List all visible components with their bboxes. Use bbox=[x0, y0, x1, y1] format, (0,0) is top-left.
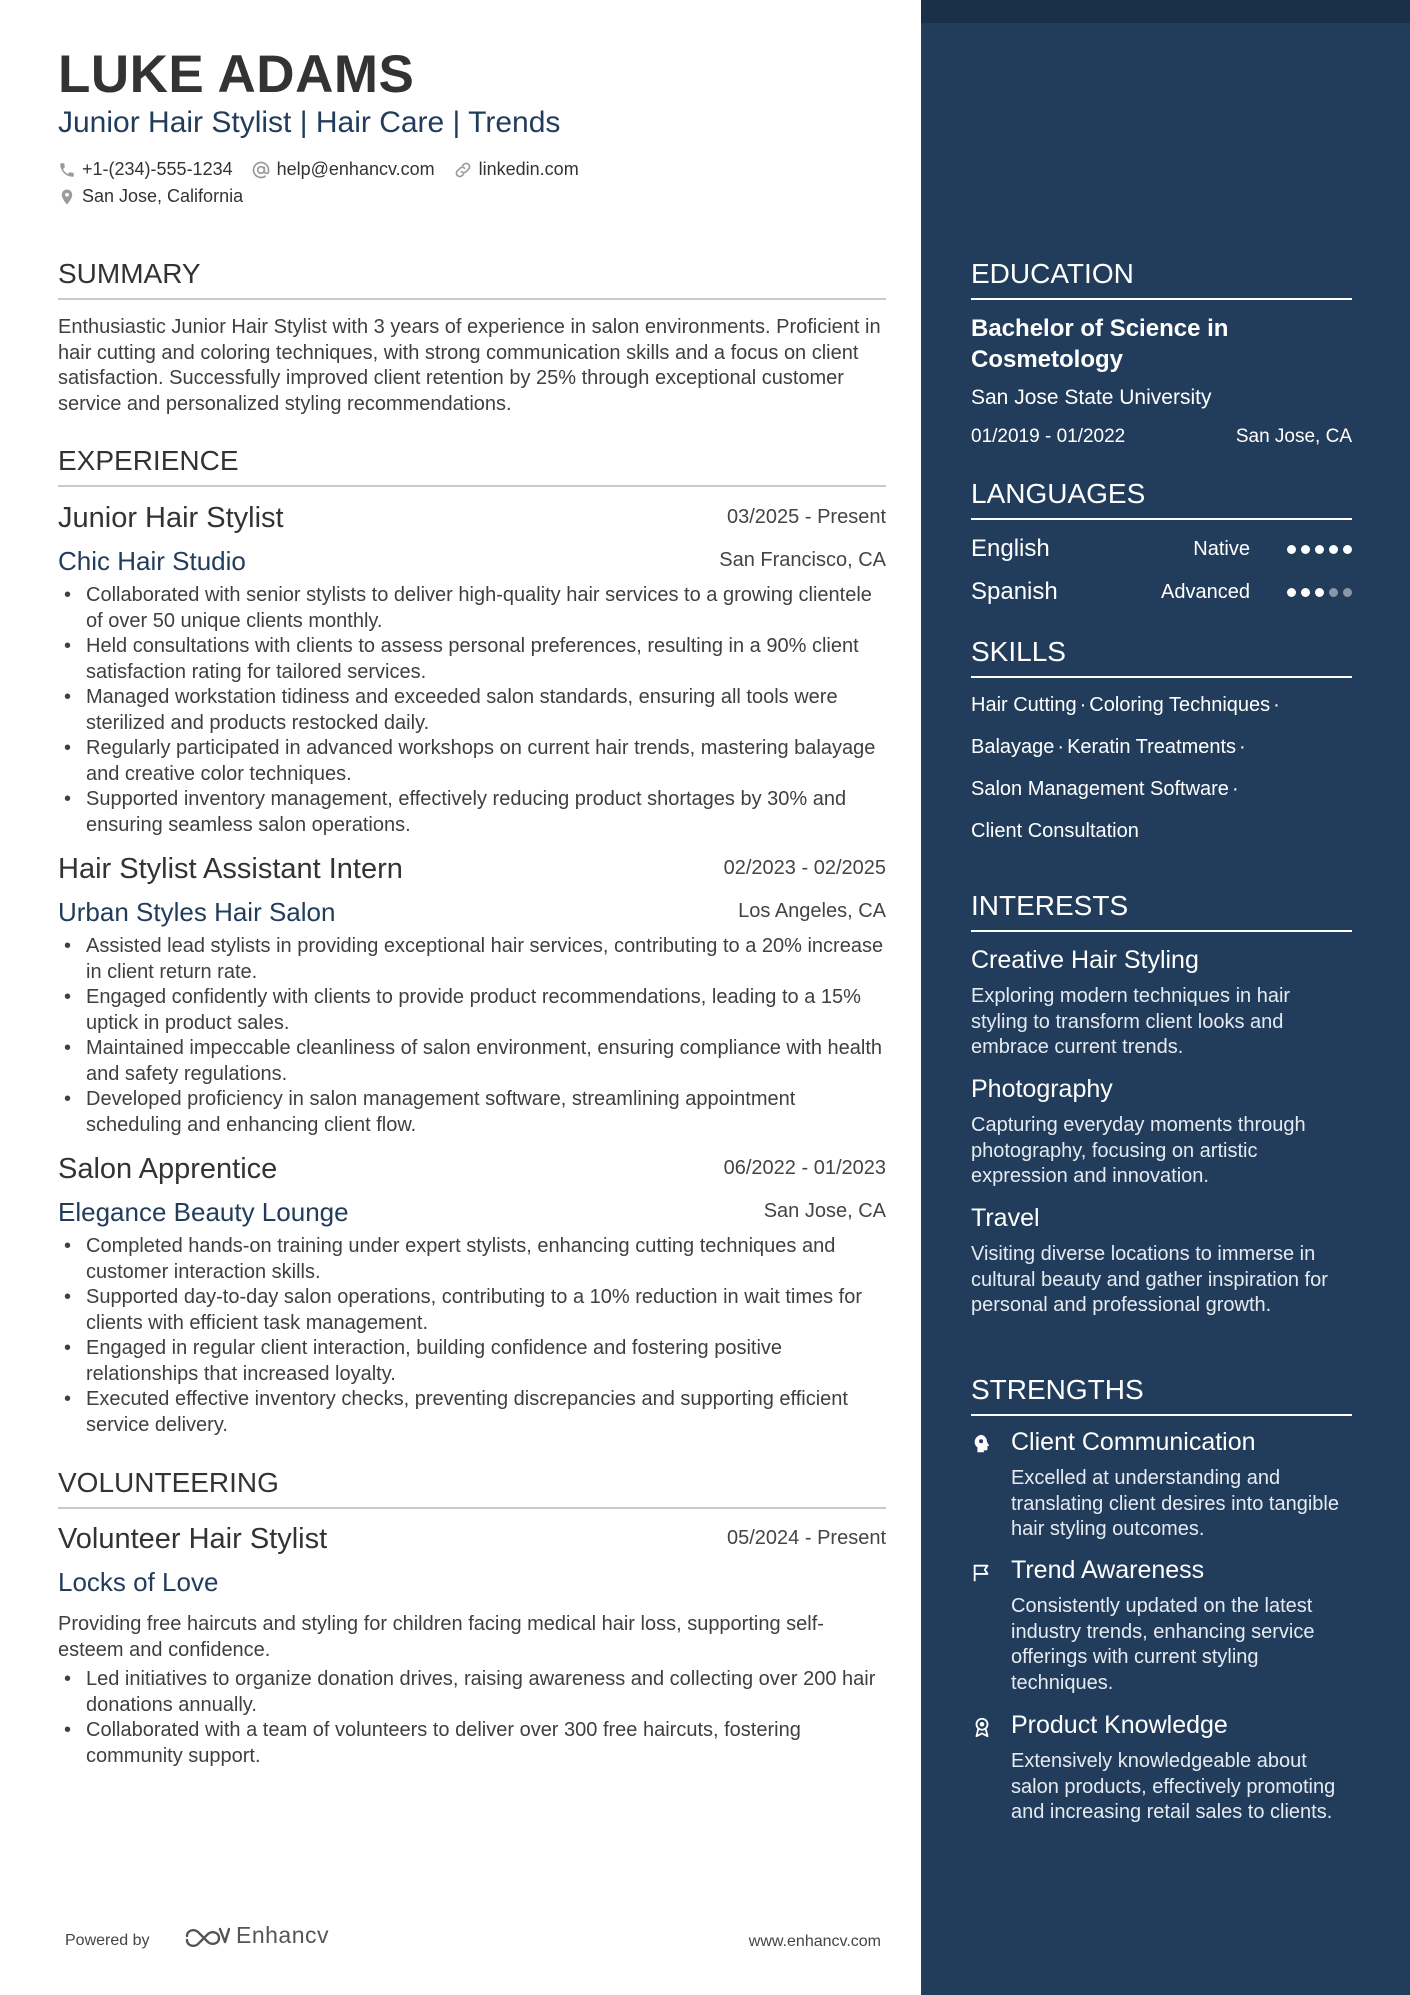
link-icon bbox=[453, 160, 473, 180]
linkedin-text: linkedin.com bbox=[478, 159, 579, 179]
job-role: Hair Stylist Assistant Intern bbox=[58, 853, 403, 885]
rating-dot-filled bbox=[1315, 545, 1324, 554]
skill-tag: Keratin Treatments bbox=[1067, 736, 1237, 758]
list-item: • Assisted lead stylists in providing exceptional hair services, contributing to a 20% increase in client return rate. bbox=[58, 934, 890, 985]
interest-title: Travel bbox=[971, 1204, 1040, 1232]
rating-dot-empty bbox=[1343, 588, 1352, 597]
enhancv-logo[interactable] bbox=[184, 1922, 329, 1949]
interest-description: Capturing everyday moments through photography, focusing on artistic expression and innovation. bbox=[971, 1114, 1306, 1187]
job-company: Urban Styles Hair Salon bbox=[58, 897, 336, 927]
phone-text: +1-(234)-555-1234 bbox=[82, 159, 233, 179]
footer-url[interactable]: www.enhancv.com bbox=[748, 1933, 881, 1950]
location-text: San Jose, California bbox=[82, 186, 244, 206]
list-item: • Engaged in regular client interaction, building confidence and fostering positive relationships that increased loyalty. bbox=[58, 1336, 890, 1387]
volunteer-bullets bbox=[58, 1667, 890, 1769]
list-item: • Supported inventory management, effectively reducing product shortages by 30% and ensuring seamless salon operations. bbox=[58, 787, 890, 838]
list-item: • Led initiatives to organize donation drives, raising awareness and collecting over 200 hair donations annually. bbox=[58, 1667, 890, 1718]
skill-tag: Balayage bbox=[971, 736, 1055, 758]
list-item: • Engaged confidently with clients to provide product recommendations, leading to a 15% uptick in product sales. bbox=[58, 985, 890, 1036]
skills-line: Balayage · Keratin Treatments · bbox=[971, 736, 1246, 758]
sidebar-top-band bbox=[921, 0, 1410, 23]
job-date: 03/2025 - Present bbox=[727, 506, 886, 528]
strength-title: Product Knowledge bbox=[1011, 1711, 1228, 1739]
enhancv-logo-text: Enhancv bbox=[236, 1922, 330, 1948]
language-item bbox=[971, 535, 1352, 563]
language-level: Native bbox=[1193, 537, 1250, 560]
language-level: Advanced bbox=[1161, 580, 1250, 603]
strength-description: Excelled at understanding and translating client desires into tangible hair styling outcomes. bbox=[1011, 1467, 1339, 1540]
education-location: San Jose, CA bbox=[1235, 426, 1352, 447]
at-icon bbox=[251, 160, 271, 180]
list-item: • Regularly participated in advanced workshops on current hair trends, mastering balayage and creative color techniques. bbox=[58, 736, 890, 787]
list-item: • Executed effective inventory checks, preventing discrepancies and supporting efficient service delivery. bbox=[58, 1387, 890, 1438]
email-text: help@enhancv.com bbox=[276, 159, 435, 179]
job-date: 06/2022 - 01/2023 bbox=[723, 1157, 886, 1179]
list-item: • Collaborated with a team of volunteers to deliver over 300 free haircuts, fostering community support. bbox=[58, 1718, 890, 1769]
summary-text: Enthusiastic Junior Hair Stylist with 3 years of experience in salon environments. Proficient in hair cutting and coloring techniques, with strong communication skills and a focus on client satisfaction. Successfully improved client retention by 25% through exceptional customer service and personalized styling recommendations. bbox=[58, 316, 881, 415]
list-item: • Completed hands-on training under expert stylists, enhancing cutting techniques and customer interaction skills. bbox=[58, 1234, 890, 1285]
sidebar bbox=[921, 0, 1410, 1995]
language-rating bbox=[1282, 545, 1352, 554]
education-dates: 01/2019 - 01/2022 bbox=[971, 426, 1126, 447]
strength-description: Extensively knowledgeable about salon products, effectively promoting and increasing retail sales to clients. bbox=[1011, 1750, 1336, 1823]
list-item: • Developed proficiency in salon management software, streamlining appointment scheduling and enhancing client flow. bbox=[58, 1087, 890, 1138]
job-company: Elegance Beauty Lounge bbox=[58, 1197, 349, 1227]
contact-location bbox=[58, 186, 261, 207]
list-item: • Collaborated with senior stylists to deliver high-quality hair services to a growing clientele of over 50 unique clients monthly. bbox=[58, 583, 890, 634]
list-item: • Held consultations with clients to assess personal preferences, resulting in a 90% client satisfaction rating for tailored services. bbox=[58, 634, 890, 685]
job-bullets bbox=[58, 934, 890, 1138]
job-bullets bbox=[58, 583, 890, 838]
strengths-heading: STRENGTHS bbox=[971, 1374, 1352, 1416]
head-icon bbox=[971, 1433, 993, 1455]
language-name: Spanish bbox=[971, 578, 1058, 605]
language-item bbox=[971, 578, 1352, 606]
rating-dot-filled bbox=[1287, 545, 1296, 554]
volunteering-heading: VOLUNTEERING bbox=[58, 1467, 886, 1509]
language-rating bbox=[1282, 588, 1352, 597]
education-meta bbox=[971, 426, 1352, 448]
skills-line: Hair Cutting · Coloring Techniques · bbox=[971, 694, 1280, 716]
award-icon bbox=[971, 1716, 993, 1738]
job-location: San Francisco, CA bbox=[719, 549, 886, 571]
experience-heading: EXPERIENCE bbox=[58, 445, 886, 487]
volunteer-date: 05/2024 - Present bbox=[727, 1527, 886, 1549]
job-role: Junior Hair Stylist bbox=[58, 502, 284, 534]
strength-description: Consistently updated on the latest industry trends, enhancing service offerings with current styling techniques. bbox=[1011, 1595, 1315, 1694]
job-date: 02/2023 - 02/2025 bbox=[723, 857, 886, 879]
rating-dot-filled bbox=[1343, 545, 1352, 554]
summary-heading: SUMMARY bbox=[58, 258, 886, 300]
interest-description: Exploring modern techniques in hair styling to transform client looks and embrace current trends. bbox=[971, 985, 1291, 1058]
flag-icon bbox=[971, 1562, 993, 1584]
strength-title: Trend Awareness bbox=[1011, 1556, 1205, 1584]
languages-heading: LANGUAGES bbox=[971, 478, 1352, 520]
powered-by-label: Powered by bbox=[65, 1932, 150, 1949]
skill-tag: Coloring Techniques bbox=[1089, 694, 1271, 716]
rating-dot-filled bbox=[1315, 588, 1324, 597]
job-bullets bbox=[58, 1234, 890, 1438]
strength-title: Client Communication bbox=[1011, 1428, 1256, 1456]
rating-dot-filled bbox=[1287, 588, 1296, 597]
job-location: Los Angeles, CA bbox=[738, 900, 886, 922]
rating-dot-empty bbox=[1329, 588, 1338, 597]
rating-dot-filled bbox=[1301, 588, 1310, 597]
language-name: English bbox=[971, 535, 1050, 562]
enhancv-logo-icon bbox=[184, 1923, 230, 1949]
skills-line: Salon Management Software · bbox=[971, 778, 1239, 800]
interest-title: Creative Hair Styling bbox=[971, 946, 1199, 974]
list-item: • Maintained impeccable cleanliness of salon environment, ensuring compliance with health and safety regulations. bbox=[58, 1036, 890, 1087]
skill-tag: Client Consultation bbox=[971, 820, 1139, 842]
list-item: • Managed workstation tidiness and exceeded salon standards, ensuring all tools were sterilized and products restocked daily. bbox=[58, 685, 890, 736]
contact-linkedin[interactable] bbox=[453, 159, 579, 180]
job-role: Salon Apprentice bbox=[58, 1153, 278, 1185]
candidate-name: LUKE ADAMS bbox=[58, 45, 415, 104]
skill-tag: Salon Management Software bbox=[971, 778, 1229, 800]
education-school: San Jose State University bbox=[971, 386, 1212, 409]
volunteer-role: Volunteer Hair Stylist bbox=[58, 1523, 328, 1555]
education-heading: EDUCATION bbox=[971, 258, 1352, 300]
contact-row bbox=[58, 159, 597, 180]
volunteer-organization: Locks of Love bbox=[58, 1567, 219, 1597]
rating-dot-filled bbox=[1329, 545, 1338, 554]
contact-phone[interactable] bbox=[58, 159, 233, 180]
volunteer-description: Providing free haircuts and styling for children facing medical hair loss, supporting self-esteem and confidence. bbox=[58, 1613, 824, 1661]
job-location: San Jose, CA bbox=[763, 1200, 886, 1222]
interest-title: Photography bbox=[971, 1075, 1113, 1103]
rating-dot-filled bbox=[1301, 545, 1310, 554]
skills-line bbox=[971, 820, 1352, 843]
interest-description: Visiting diverse locations to immerse in cultural beauty and gather inspiration for personal and professional growth. bbox=[971, 1243, 1328, 1316]
contact-email[interactable] bbox=[251, 159, 435, 180]
headline: Junior Hair Stylist | Hair Care | Trends bbox=[58, 106, 561, 139]
interests-heading: INTERESTS bbox=[971, 890, 1352, 932]
phone-icon bbox=[58, 161, 76, 179]
skill-tag: Hair Cutting bbox=[971, 694, 1077, 716]
location-pin-icon bbox=[58, 188, 76, 206]
skills-heading: SKILLS bbox=[971, 636, 1352, 678]
list-item: • Supported day-to-day salon operations, contributing to a 10% reduction in wait times for clients with efficient task management. bbox=[58, 1285, 890, 1336]
job-company: Chic Hair Studio bbox=[58, 546, 246, 576]
education-degree: Bachelor of Science in Cosmetology bbox=[971, 315, 1229, 373]
